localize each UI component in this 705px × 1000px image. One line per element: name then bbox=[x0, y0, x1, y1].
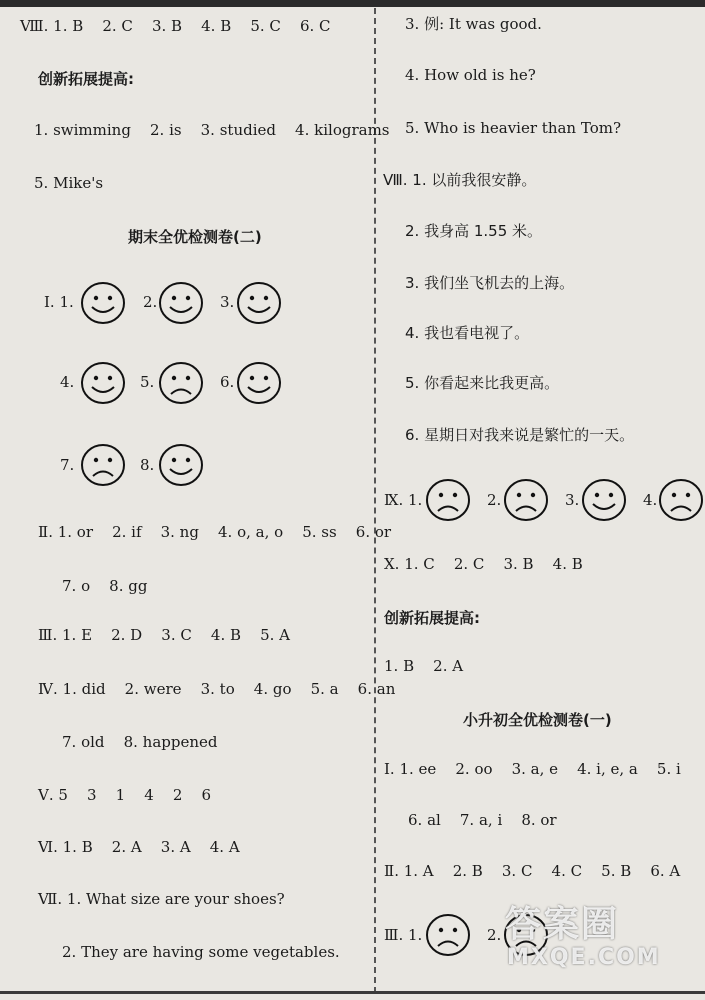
answer-line: 4. 我也看电视了。 bbox=[405, 324, 530, 342]
face-label: 3. bbox=[220, 293, 235, 311]
face-label: 4. bbox=[643, 491, 658, 509]
answer-line: 5. Who is heavier than Tom? bbox=[405, 119, 621, 137]
sad-face-icon bbox=[424, 912, 472, 958]
face-label: Ⅸ. 1. bbox=[384, 491, 423, 509]
answer-line: 5. Mike's bbox=[34, 174, 104, 192]
answer-line: 1. swimming 2. is 3. studied 4. kilograms bbox=[34, 121, 390, 139]
answer-line: Ⅷ. 1. B 2. C 3. B 4. B 5. C 6. C bbox=[20, 17, 331, 35]
face-label: 6. bbox=[220, 373, 235, 391]
answer-line: 6. 星期日对我来说是繁忙的一天。 bbox=[405, 426, 635, 444]
face-label: Ⅲ. 1. bbox=[384, 926, 423, 944]
answer-line: Ⅴ. 5 3 1 4 2 6 bbox=[38, 786, 211, 804]
section-heading: 创新拓展提高: bbox=[38, 70, 134, 88]
face-label: Ⅰ. 1. bbox=[44, 293, 74, 311]
answer-line: 2. 我身高 1.55 米。 bbox=[405, 222, 543, 240]
bottom-rule bbox=[0, 991, 705, 994]
smile-face-icon bbox=[580, 477, 628, 523]
answer-line: Ⅳ. 1. did 2. were 3. to 4. go 5. a 6. an bbox=[38, 680, 396, 698]
sad-face-icon bbox=[424, 477, 472, 523]
face-label: 8. bbox=[140, 456, 155, 474]
answer-line: 3. 我们坐飞机去的上海。 bbox=[405, 274, 575, 292]
test-title: 小升初全优检测卷(一) bbox=[463, 711, 612, 729]
answer-line: Ⅶ. 1. What size are your shoes? bbox=[38, 890, 285, 908]
answer-line: 7. o 8. gg bbox=[62, 577, 148, 595]
column-divider bbox=[374, 8, 376, 993]
answer-line: Ⅲ. 1. E 2. D 3. C 4. B 5. A bbox=[38, 626, 290, 644]
sad-face-icon bbox=[657, 477, 705, 523]
face-label: 2. bbox=[143, 293, 158, 311]
answer-line: Ⅰ. 1. ee 2. oo 3. a, e 4. i, e, a 5. i bbox=[384, 760, 681, 778]
smile-face-icon bbox=[157, 442, 205, 488]
sad-face-icon bbox=[502, 477, 550, 523]
face-label: 2. bbox=[487, 926, 502, 944]
section-heading: 创新拓展提高: bbox=[384, 609, 480, 627]
answer-line: 4. How old is he? bbox=[405, 66, 536, 84]
top-rule bbox=[0, 0, 705, 7]
face-label: 5. bbox=[140, 373, 155, 391]
answer-line: Ⅱ. 1. A 2. B 3. C 4. C 5. B 6. A bbox=[384, 862, 681, 880]
answer-line: 5. 你看起来比我更高。 bbox=[405, 374, 560, 392]
answer-line: Ⅱ. 1. or 2. if 3. ng 4. o, a, o 5. ss 6. or bbox=[38, 523, 392, 541]
sad-face-icon bbox=[157, 360, 205, 406]
answer-line: 2. They are having some vegetables. bbox=[62, 943, 340, 961]
face-label: 4. bbox=[60, 373, 75, 391]
answer-line: 1. B 2. A bbox=[384, 657, 464, 675]
answer-line: 3. 例: It was good. bbox=[405, 15, 542, 33]
smile-face-icon bbox=[235, 360, 283, 406]
face-label: 2. bbox=[487, 491, 502, 509]
answer-line: Ⅵ. 1. B 2. A 3. A 4. A bbox=[38, 838, 240, 856]
test-title: 期末全优检测卷(二) bbox=[128, 228, 262, 246]
answer-line: 6. al 7. a, i 8. or bbox=[408, 811, 557, 829]
watermark-url: MXQE.COM bbox=[507, 945, 661, 970]
site-watermark bbox=[505, 905, 661, 971]
smile-face-icon bbox=[79, 360, 127, 406]
answer-line: 7. old 8. happened bbox=[62, 733, 218, 751]
sad-face-icon bbox=[79, 442, 127, 488]
smile-face-icon bbox=[157, 280, 205, 326]
answer-line: Ⅷ. 1. 以前我很安静。 bbox=[383, 171, 537, 189]
answer-line: Ⅹ. 1. C 2. C 3. B 4. B bbox=[384, 555, 583, 573]
smile-face-icon bbox=[235, 280, 283, 326]
watermark-text: 答案圈 bbox=[505, 904, 620, 945]
face-label: 3. bbox=[565, 491, 580, 509]
face-label: 7. bbox=[60, 456, 75, 474]
smile-face-icon bbox=[79, 280, 127, 326]
